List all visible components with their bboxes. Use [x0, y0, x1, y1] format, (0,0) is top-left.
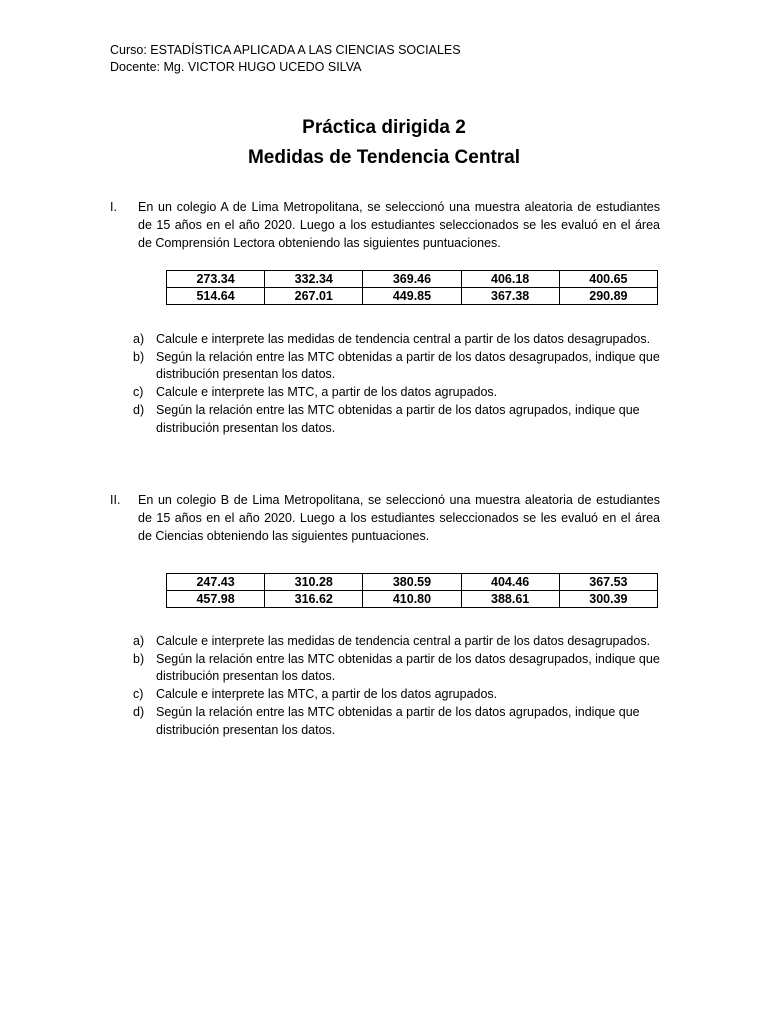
question-letter: b): [133, 651, 145, 666]
document-header: [110, 42, 461, 76]
section-2: [110, 491, 660, 545]
table-cell: 369.46: [363, 271, 461, 288]
question-text: Según la relación entre las MTC obtenidas a partir de los datos agrupados, indique que distribución presentan los datos.: [156, 704, 640, 737]
list-item: [133, 349, 663, 384]
table-cell: 404.46: [461, 574, 559, 591]
table-cell: 410.80: [363, 591, 461, 608]
scores-table: [166, 573, 658, 608]
question-letter: a): [133, 332, 145, 346]
section-1: [110, 198, 660, 252]
question-letter: a): [133, 634, 145, 648]
page-title: Práctica dirigida 2: [302, 117, 466, 138]
table-row: [167, 574, 658, 591]
list-item: [133, 402, 663, 437]
table-cell: 400.65: [559, 271, 657, 288]
question-text: Calcule e interprete las medidas de tendencia central a partir de los datos desagrupados.: [156, 332, 651, 346]
question-letter: c): [133, 385, 144, 400]
table-cell: 316.62: [265, 591, 363, 608]
question-letter: d): [133, 704, 145, 719]
list-item: [133, 331, 663, 349]
question-list: [133, 331, 663, 437]
table-cell: 406.18: [461, 271, 559, 288]
table-cell: 367.53: [559, 574, 657, 591]
table-cell: 380.59: [363, 574, 461, 591]
section-intro: En un colegio B de Lima Metropolitana, se seleccionó una muestra aleatoria de estudiantes de 15 años en el año 2020. Luego a los estudiantes seleccionados se les evaluó en el área de Ciencias obteniendo las siguientes puntuaciones.: [138, 493, 660, 543]
list-item: [133, 633, 663, 651]
list-item: [133, 651, 663, 686]
list-item: [133, 686, 663, 704]
scores-table: [166, 270, 658, 305]
course-line: Curso: ESTADÍSTICA APLICADA A LAS CIENCIAS SOCIALES: [110, 43, 461, 57]
question-text: Según la relación entre las MTC obtenidas a partir de los datos agrupados, indique que distribución presentan los datos.: [156, 402, 640, 435]
question-text: Según la relación entre las MTC obtenidas a partir de los datos desagrupados, indique que distribución presentan los datos.: [156, 349, 660, 382]
question-text: Según la relación entre las MTC obtenidas a partir de los datos desagrupados, indique que distribución presentan los datos.: [156, 651, 660, 684]
question-text: Calcule e interprete las MTC, a partir de los datos agrupados.: [156, 385, 498, 400]
list-item: [133, 384, 663, 402]
table-row: [167, 591, 658, 608]
teacher-line: Docente: Mg. VICTOR HUGO UCEDO SILVA: [110, 60, 362, 74]
section-numeral: II.: [110, 493, 121, 507]
table-row: [167, 271, 658, 288]
question-text: Calcule e interprete las MTC, a partir de los datos agrupados.: [156, 687, 498, 702]
table-row: [167, 288, 658, 305]
question-letter: b): [133, 349, 145, 364]
question-letter: c): [133, 687, 144, 702]
table-cell: 290.89: [559, 288, 657, 305]
question-text: Calcule e interprete las medidas de tendencia central a partir de los datos desagrupados.: [156, 634, 651, 648]
table-cell: 457.98: [167, 591, 265, 608]
question-letter: d): [133, 402, 145, 417]
page-subtitle: Medidas de Tendencia Central: [247, 147, 521, 168]
table-cell: 367.38: [461, 288, 559, 305]
table-cell: 267.01: [265, 288, 363, 305]
table-cell: 332.34: [265, 271, 363, 288]
table-cell: 300.39: [559, 591, 657, 608]
table-cell: 247.43: [167, 574, 265, 591]
table-cell: 310.28: [265, 574, 363, 591]
question-list: [133, 633, 663, 739]
section-intro: En un colegio A de Lima Metropolitana, se seleccionó una muestra aleatoria de estudiantes de 15 años en el año 2020. Luego a los estudiantes seleccionados se les evaluó en el área de Comprensión Lectora obteniendo las siguientes puntuaciones.: [138, 200, 660, 250]
table-cell: 388.61: [461, 591, 559, 608]
table-cell: 514.64: [167, 288, 265, 305]
section-numeral: I.: [110, 200, 117, 214]
list-item: [133, 704, 663, 739]
table-cell: 449.85: [363, 288, 461, 305]
table-cell: 273.34: [167, 271, 265, 288]
